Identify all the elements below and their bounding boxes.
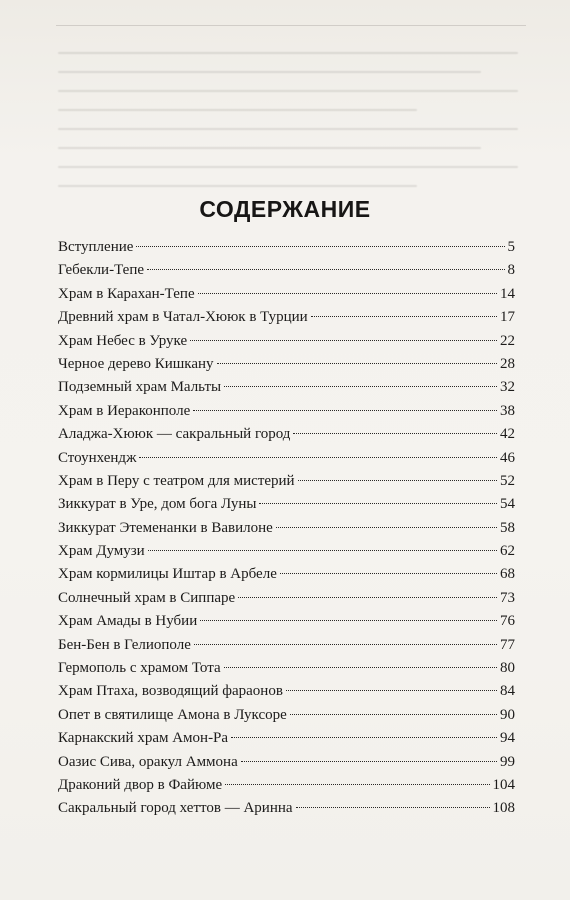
- toc-entry: [58, 283, 515, 306]
- toc-entry-page-number: 22: [500, 332, 515, 349]
- toc-entry: [58, 447, 515, 470]
- dot-leader: [259, 503, 497, 504]
- toc-entry-page-number: 84: [500, 683, 515, 700]
- dot-leader: [198, 293, 497, 294]
- toc-entry-title: Оазис Сива, оракул Аммона: [58, 753, 238, 770]
- toc-entry: [58, 634, 515, 657]
- toc-entry: [58, 353, 515, 376]
- toc-entry-title: Храм Думузи: [58, 543, 145, 560]
- dot-leader: [311, 316, 497, 317]
- toc-entry: [58, 470, 515, 493]
- toc-entry-title: Храм в Перу с театром для мистерий: [58, 472, 295, 489]
- toc-entry: [58, 704, 515, 727]
- toc-entry: [58, 330, 515, 353]
- toc-entry: [58, 680, 515, 703]
- dot-leader: [290, 714, 497, 715]
- toc-entry: [58, 797, 515, 820]
- bleed-line: [58, 71, 481, 73]
- toc-entry-page-number: 28: [500, 355, 515, 372]
- toc-entry-page-number: 46: [500, 449, 515, 466]
- toc-entry-title: Черное дерево Кишкану: [58, 355, 214, 372]
- bleed-line: [58, 166, 518, 168]
- toc-entry-page-number: 104: [492, 776, 515, 793]
- dot-leader: [194, 644, 497, 645]
- toc-entry-title: Сакральный город хеттов — Аринна: [58, 800, 293, 817]
- toc-entry-page-number: 52: [500, 472, 515, 489]
- toc-entry-title: Стоунхендж: [58, 449, 137, 466]
- toc-entry-page-number: 90: [500, 706, 515, 723]
- bleed-line: [58, 128, 518, 130]
- bleed-line: [58, 90, 518, 92]
- dot-leader: [190, 340, 497, 341]
- toc-entry: [58, 587, 515, 610]
- dot-leader: [224, 667, 497, 668]
- dot-leader: [200, 620, 497, 621]
- dot-leader: [241, 761, 497, 762]
- toc-entry-page-number: 99: [500, 753, 515, 770]
- toc-entry: [58, 774, 515, 797]
- bleed-line: [58, 147, 481, 149]
- toc-entry-title: Гебекли-Тепе: [58, 262, 145, 279]
- toc-entry-title: Гермополь с храмом Тота: [58, 660, 221, 677]
- toc-entry-page-number: 32: [500, 379, 515, 396]
- toc-entry-page-number: 73: [500, 589, 515, 606]
- toc-entry-title: Аладжа-Хююк — сакральный город: [58, 426, 291, 443]
- toc-entry-title: Драконий двор в Файюме: [58, 776, 223, 793]
- dot-leader: [217, 363, 497, 364]
- toc-entry-title: Зиккурат Этеменанки в Вавилоне: [58, 519, 273, 536]
- toc-entry-page-number: 54: [500, 496, 515, 513]
- toc-entry: [58, 493, 515, 516]
- toc-entry-title: Бен-Бен в Гелиополе: [58, 636, 191, 653]
- dot-leader: [139, 457, 497, 458]
- toc-entry-title: Вступление: [58, 239, 134, 255]
- dot-leader: [298, 480, 497, 481]
- bleed-line: [58, 52, 518, 54]
- dot-leader: [147, 269, 504, 270]
- dot-leader: [238, 597, 497, 598]
- toc-entry-title: Подземный храм Мальты: [58, 379, 222, 396]
- bleed-line: [58, 109, 417, 111]
- toc-entry: [58, 376, 515, 399]
- toc-entry-page-number: 42: [500, 426, 515, 443]
- toc-entry: [58, 540, 515, 563]
- dot-leader: [231, 737, 497, 738]
- toc-entry-title: Храм в Иераконполе: [58, 402, 191, 419]
- toc-entry-page-number: 38: [500, 402, 515, 419]
- dot-leader: [296, 807, 490, 808]
- toc-entry-page-number: 62: [500, 543, 515, 560]
- toc-entry-page-number: 17: [500, 309, 515, 326]
- dot-leader: [280, 573, 497, 574]
- toc-entry: [58, 751, 515, 774]
- toc-entry: [58, 423, 515, 446]
- toc-entry: [58, 657, 515, 680]
- toc-entry-page-number: 5: [507, 239, 515, 255]
- dot-leader: [136, 246, 504, 247]
- toc-entry: [58, 236, 515, 259]
- dot-leader: [276, 527, 497, 528]
- dot-leader: [148, 550, 497, 551]
- dot-leader: [193, 410, 497, 411]
- toc-entry: [58, 727, 515, 750]
- toc-entry: [58, 517, 515, 540]
- toc-entry-title: Зиккурат в Уре, дом бога Луны: [58, 496, 257, 513]
- toc-entry: [58, 610, 515, 633]
- toc-entry-title: Храм Амады в Нубии: [58, 613, 198, 630]
- dot-leader: [225, 784, 489, 785]
- toc-entry-page-number: 68: [500, 566, 515, 583]
- toc-entry-title: Храм Птаха, возводящий фараонов: [58, 683, 283, 700]
- toc-entry: [58, 259, 515, 282]
- toc-entry-title: Солнечный храм в Сиппаре: [58, 589, 236, 606]
- toc-entry-title: Храм в Карахан-Тепе: [58, 285, 195, 302]
- toc-entry-title: Храм Небес в Уруке: [58, 332, 188, 349]
- toc-entry-title: Храм кормилицы Иштар в Арбеле: [58, 566, 277, 583]
- toc-entry-page-number: 58: [500, 519, 515, 536]
- toc-entry-page-number: 108: [492, 800, 515, 817]
- bleed-line: [58, 185, 417, 187]
- toc-entry-page-number: 76: [500, 613, 515, 630]
- toc-entry: [58, 563, 515, 586]
- toc-entry-page-number: 94: [500, 730, 515, 747]
- page-title: СОДЕРЖАНИЕ: [199, 196, 371, 222]
- toc-entry-page-number: 80: [500, 660, 515, 677]
- toc-entry-page-number: 77: [500, 636, 515, 653]
- table-of-contents: [58, 236, 515, 821]
- toc-entry-title: Древний храм в Чатал-Хююк в Турции: [58, 309, 308, 326]
- dot-leader: [286, 690, 497, 691]
- toc-entry-page-number: 8: [507, 262, 515, 279]
- dot-leader: [224, 386, 497, 387]
- header-rule: [56, 25, 526, 26]
- toc-entry-title: Карнакский храм Амон-Ра: [58, 730, 229, 747]
- dot-leader: [293, 433, 497, 434]
- toc-entry: [58, 306, 515, 329]
- toc-entry-page-number: 14: [500, 285, 515, 302]
- toc-entry-title: Опет в святилище Амона в Луксоре: [58, 706, 287, 723]
- toc-entry: [58, 400, 515, 423]
